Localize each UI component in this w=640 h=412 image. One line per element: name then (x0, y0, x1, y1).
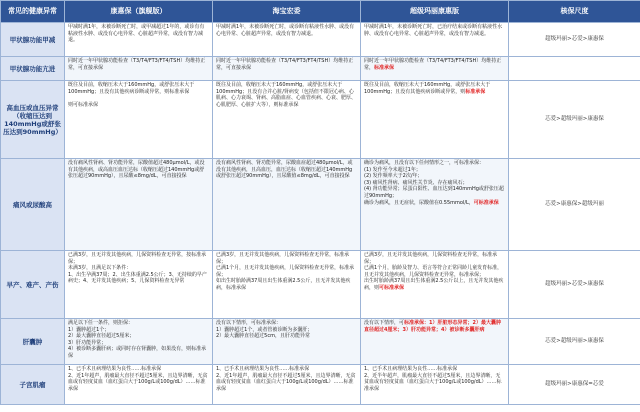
verdict-cell: 超级玛丽>芯爱>康惠保 (509, 23, 640, 57)
chaojimali-cell: 1、已手术且病理结果为良性……标准承保 2、近半年超声，肌瘤最大直径不超过5厘米，且边界清晰，无贫血或有轻度贫血（血红蛋白大于100g/L或100g/dL）……标准承保 (361, 365, 509, 405)
chaojimali-cell: 甲减时满1年，未被诊断死亡时，已治疗结束或诊断有粘液性水肿、或没有心电异常、心脏超声异常，或没有智力减退。 (361, 23, 509, 57)
haibao-cell: 没有痛风性肾病、肾功能异常，尿酸血症超过480μmol/L，或没有其他疾病，且高血压，血压达标（收缩压超过140mmHg或舒张压超过90mmHg），且尿酸值≤8mg/dL，可直接投保 (213, 159, 361, 251)
row-disease: 痛风或尿酸高 (1, 159, 65, 251)
kanghuibao-cell: 同时近一年甲状腺功能检查（T3/T4/FT3/FT4/TSH）均维持正常，可直接承保 (65, 57, 213, 81)
verdict-cell: 芯爱>超级玛丽>康惠保 (509, 319, 640, 365)
header-kanghuibao: 康惠保（旗舰版） (65, 1, 213, 23)
table-row (1, 57, 640, 81)
header-haibao: 海宝宏委 (213, 1, 361, 23)
kanghuibao-cell: 1、已手术且病理结果为良性……标准承保 2、近1年超声，肌瘤最大直径不超过5厘米，且边界清晰，无贫血或有轻度贫血（血红蛋白大于100g/L或100g/dL）……标准承保 (65, 365, 213, 405)
row-disease: 高血压或血压异常（收缩压达到140mmHg或舒张压达到90mmHg） (1, 81, 65, 159)
verdict-cell: 超级玛丽>芯爱>康惠保 (509, 251, 640, 319)
table-row (1, 23, 640, 57)
table-row (1, 81, 640, 159)
verdict-cell (509, 57, 640, 81)
haibao-cell: 同时近一年甲状腺功能检查（T3/T4/FT3/FT4/TSH）均维持正常，可直接承保 (213, 57, 361, 81)
table-row (1, 251, 640, 319)
header-chaojimali: 超级玛丽康惠版 (361, 1, 509, 23)
haibao-cell: 1、已手术且病理结果为良性……标准承保 2、近1年超声，肌瘤最大直径不超过5厘米，且边界清晰，无贫血或有轻度贫血（血红蛋白大于100g/L或100g/dL）……标准承保 (213, 365, 361, 405)
haibao-cell: 已满3岁，且无并发其他疾病，儿保资料检查无异常，标准承保； 已满1个月，且无并发其他疾病，儿保资料检查无异常，标准承保； 如出生时胎龄满37周且出生体重满2.5公斤，且无并发其他疾病，标准承保 (213, 251, 361, 319)
haibao-cell: 既往及目前，收缩压未大于160mmHg，或舒张压未大于100mmHg；且没有合并心脏/肾病变（包括但不限冠心病、心肌病、心力衰竭、肾病、高脂血症、心血管疾病、心衰、肥厚、心肌肥厚、心脏扩大等），则标准承保 (213, 81, 361, 159)
kanghuibao-cell: 甲减时满1年，未被诊断死亡时，或甲减超过1年的，或诊有有粘液性水肿、或没有心电异常、心脏超声异常，或没有智力减退。 (65, 23, 213, 57)
chaojimali-cell: 已满3岁，且无并发其他疾病，儿保资料检查无异常，标准承保； 已满1个月，胎龄及智力、语言等符合正常同龄儿童发育标准，且无并发其他疾病，儿保资料检查无异常，标准承保； 出生时胎龄满37周且出生体重满2.5公斤以上，且无并发其他疾病，则可标准承保 (361, 251, 509, 319)
verdict-cell: 超级玛丽>康惠保=芯爱 (509, 365, 640, 405)
row-disease: 子宫肌瘤 (1, 365, 65, 405)
chaojimali-cell: 确诊为痛风，且没有以下任何情形之一，可标准承保： (1) 发作至今未超过1年； (2) 发作频率大于2次/年； (3) 痛风性肾病、痛风性关节炎、存在痛风石； (4) 肾功能异常；尿蛋白阳性、血压达到140mmHg或舒张压超过90mmHg； 确诊为痛风，且无症状，尿酸值在0.55mmol/L，可标准承保 (361, 159, 509, 251)
header-row (1, 1, 640, 23)
kanghuibao-cell: 满足以下任一条件，则拒保： 1）囊肿超过1个； 2）最大囊肿直径超过5厘米； 3）肝功能异常； 4）被诊断多囊肝病；或同时存在肾囊肿，如果没有，则标准承保 (65, 319, 213, 365)
haibao-cell: 没有以下情形，可标准承保： 1）囊肿超过1个，或者管被诊断为多囊肝； 2）最大囊肿直径超过5cm，且肝功能异常 (213, 319, 361, 365)
table-row (1, 159, 640, 251)
row-disease: 甲状腺功能亢进 (1, 57, 65, 81)
chaojimali-cell: 没有以下情形，可标准承保：1）肝脏形态异常；2）最大囊肿直径超过4厘米；3）肝功能异常；4）被诊断多囊肝病 (361, 319, 509, 365)
chaojimali-cell: 既往及目前，收缩压未大于160mmHg，或舒张压未大于100mmHg；且没有其他疾病诊断或异常，则标准承保 (361, 81, 509, 159)
haibao-cell: 甲减时满1年，未被诊断死亡时，或诊断有粘液性水肿、或没有心电异常、心脏超声异常，或没有智力减退。 (213, 23, 361, 57)
row-disease: 甲状腺功能甲减 (1, 23, 65, 57)
kanghuibao-cell: 既往及目前，收缩压未大于160mmHg，或舒张压未大于100mmHg；且没有其他疾病诊断或异常，则标准承保 则可标准承保 (65, 81, 213, 159)
table-row (1, 365, 640, 405)
kanghuibao-cell: 没有痛风性肾病、肾功能异常，尿酸值超过480μmol/L，或没有其他疾病，或高血压血压达标（收缩压超过140mmHg或舒张压超过90mmHg），且尿酸≤8mg/dL，可直接投保 (65, 159, 213, 251)
kanghuibao-cell: 已满3岁，且无并发其他疾病，儿保资料检查无异常，按标准承保； 未满3岁，且满足以下条件： 1、出生孕满37周；2、出生体重满2.5公斤；3、无持续的早产病史；4、无并发其他疾病；5、儿保资料检查无异常 (65, 251, 213, 319)
verdict-cell: 芯爱>超级玛丽>康惠保 (509, 81, 640, 159)
header-disease: 常见的健康异常 (1, 1, 65, 23)
chaojimali-cell: 同时近一年甲状腺功能检查（T3/T4/FT3/FT4/TSH）均维持正常，标准承保 (361, 57, 509, 81)
table-row (1, 319, 640, 365)
row-disease: 肝囊肿 (1, 319, 65, 365)
header-underwriting-scale: 核保尺度 (509, 1, 640, 23)
verdict-cell: 芯爱>康惠保>超级玛丽 (509, 159, 640, 251)
row-disease: 早产、难产、产伤 (1, 251, 65, 319)
